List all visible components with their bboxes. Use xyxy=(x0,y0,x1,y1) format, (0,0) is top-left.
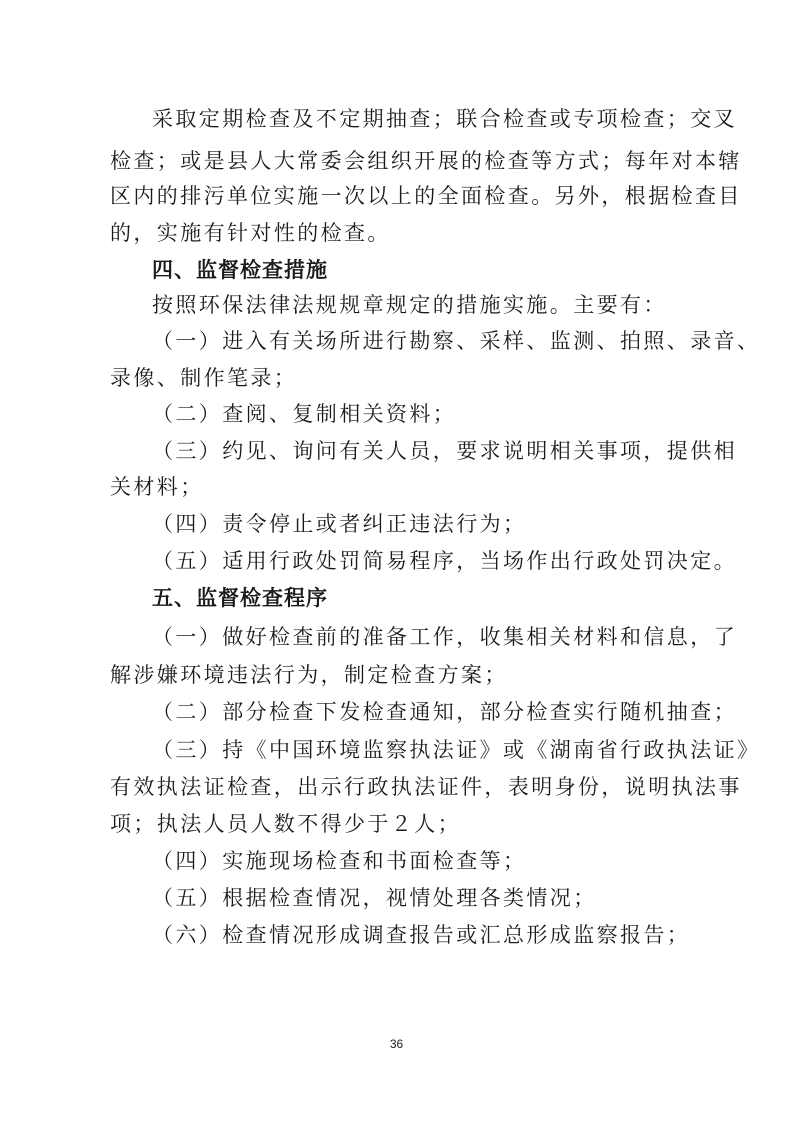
list-item: （四）实施现场检查和书面检查等； xyxy=(152,849,527,873)
list-item: （三）持《中国环境监察执法证》或《湖南省行政执法证》 xyxy=(152,738,761,762)
list-item: （四）责令停止或者纠正违法行为； xyxy=(152,512,527,536)
paragraph-line: 的，实施有针对性的检查。 xyxy=(110,221,391,245)
list-item-continuation: 录像、制作笔录； xyxy=(110,366,298,390)
list-item-continuation: 关材料； xyxy=(110,475,204,499)
list-item-continuation: 解涉嫌环境违法行为，制定检查方案； xyxy=(110,663,508,687)
paragraph-line: 按照环保法律法规规章规定的措施实施。主要有： xyxy=(152,293,667,317)
list-item: （二）部分检查下发检查通知，部分检查实行随机抽查； xyxy=(152,700,737,724)
paragraph-line: 检查；或是县人大常委会组织开展的检查等方式；每年对本辖 xyxy=(110,149,742,173)
list-item-continuation: 项；执法人员人数不得少于２人； xyxy=(110,812,461,836)
section-heading: 五、监督检查程序 xyxy=(152,586,328,610)
list-item: （一）进入有关场所进行勘察、采样、监测、拍照、录音、 xyxy=(152,329,761,353)
paragraph-line: 采取定期检查及不定期抽查；联合检查或专项检查；交叉 xyxy=(152,107,737,131)
list-item: （六）检查情况形成调查报告或汇总形成监察报告； xyxy=(152,923,691,947)
list-item: （二）查阅、复制相关资料； xyxy=(152,402,457,426)
list-item: （五）适用行政处罚简易程序，当场作出行政处罚决定。 xyxy=(152,549,737,573)
list-item: （一）做好检查前的准备工作，收集相关材料和信息，了 xyxy=(152,625,737,649)
list-item: （五）根据检查情况，视情处理各类情况； xyxy=(152,886,597,910)
page-number: 36 xyxy=(389,1037,404,1051)
paragraph-line: 区内的排污单位实施一次以上的全面检查。另外，根据检查目 xyxy=(110,184,742,208)
section-heading: 四、监督检查措施 xyxy=(152,258,328,282)
list-item: （三）约见、询问有关人员，要求说明相关事项，提供相 xyxy=(152,439,737,463)
list-item-continuation: 有效执法证检查，出示行政执法证件，表明身份，说明执法事 xyxy=(110,775,742,799)
